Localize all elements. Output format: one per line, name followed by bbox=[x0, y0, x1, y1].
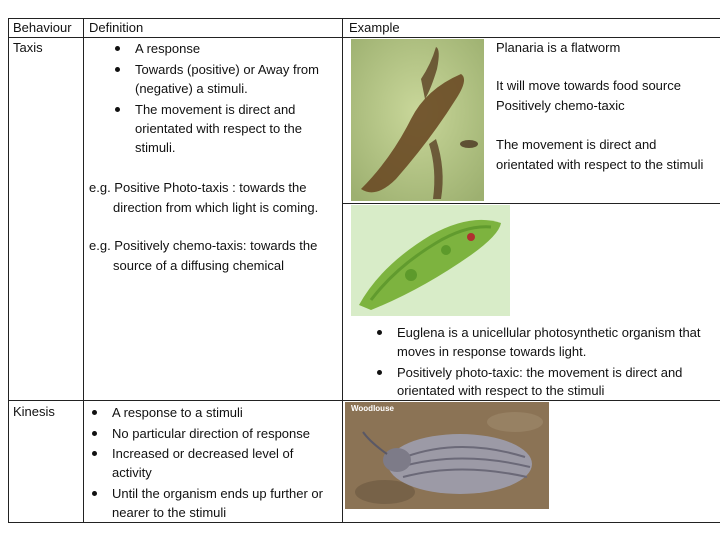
table-border-left bbox=[8, 18, 9, 523]
kinesis-bullet-3-cont: activity bbox=[112, 465, 152, 480]
woodlouse-photo bbox=[345, 402, 549, 509]
header-definition: Definition bbox=[89, 20, 144, 35]
taxis-bullet-3: The movement is direct and bbox=[135, 102, 296, 117]
taxis-example-2-line-1: e.g. Positively chemo-taxis: towards the bbox=[89, 238, 318, 253]
euglena-bullet-1-cont: moves in response towards light. bbox=[397, 344, 587, 359]
kinesis-label: Kinesis bbox=[13, 404, 55, 419]
kinesis-bullet-2: No particular direction of response bbox=[112, 426, 310, 441]
col-divider-1 bbox=[83, 18, 84, 523]
kinesis-bullet-4-cont: nearer to the stimuli bbox=[112, 505, 227, 520]
example-divider bbox=[342, 203, 720, 204]
euglena-bullet-1: Euglena is a unicellular photosynthetic organism that bbox=[397, 325, 701, 340]
taxis-bullet-1: A response bbox=[135, 41, 201, 56]
row-divider bbox=[8, 400, 720, 401]
taxis-example-1-line-2: direction from which light is coming. bbox=[113, 200, 319, 215]
planaria-line-5: orientated with respect to the stimuli bbox=[496, 157, 704, 172]
taxis-example-1-line-1: e.g. Positive Photo-taxis : towards the bbox=[89, 180, 307, 195]
kinesis-bullet-4: Until the organism ends up further or bbox=[112, 486, 323, 501]
taxis-bullet-2-cont: (negative) a stimuli. bbox=[135, 81, 248, 96]
kinesis-bullet-1: A response to a stimuli bbox=[112, 405, 243, 420]
taxis-bullet-3-cont-2: stimuli. bbox=[135, 140, 176, 155]
planaria-photo bbox=[351, 39, 484, 201]
planaria-line-1: Planaria is a flatworm bbox=[496, 40, 621, 55]
euglena-photo bbox=[351, 205, 510, 316]
taxis-label: Taxis bbox=[13, 40, 43, 55]
header-behaviour: Behaviour bbox=[13, 20, 72, 35]
header-example: Example bbox=[349, 20, 400, 35]
euglena-bullet-2-cont: orientated with respect to the stimuli bbox=[397, 383, 605, 398]
woodlouse-photo-label: Woodlouse bbox=[351, 404, 394, 413]
col-divider-2 bbox=[342, 18, 343, 523]
taxis-bullet-2: Towards (positive) or Away from bbox=[135, 62, 319, 77]
taxis-bullet-3-cont-1: orientated with respect to the bbox=[135, 121, 302, 136]
planaria-line-4: The movement is direct and bbox=[496, 137, 657, 152]
planaria-line-2: It will move towards food source bbox=[496, 78, 681, 93]
kinesis-bullet-3: Increased or decreased level of bbox=[112, 446, 294, 461]
taxis-example-2-line-2: source of a diffusing chemical bbox=[113, 258, 285, 273]
euglena-bullet-2: Positively photo-taxic: the movement is direct and bbox=[397, 365, 683, 380]
table-border-bottom bbox=[8, 522, 720, 523]
planaria-line-3: Positively chemo-taxic bbox=[496, 98, 625, 113]
